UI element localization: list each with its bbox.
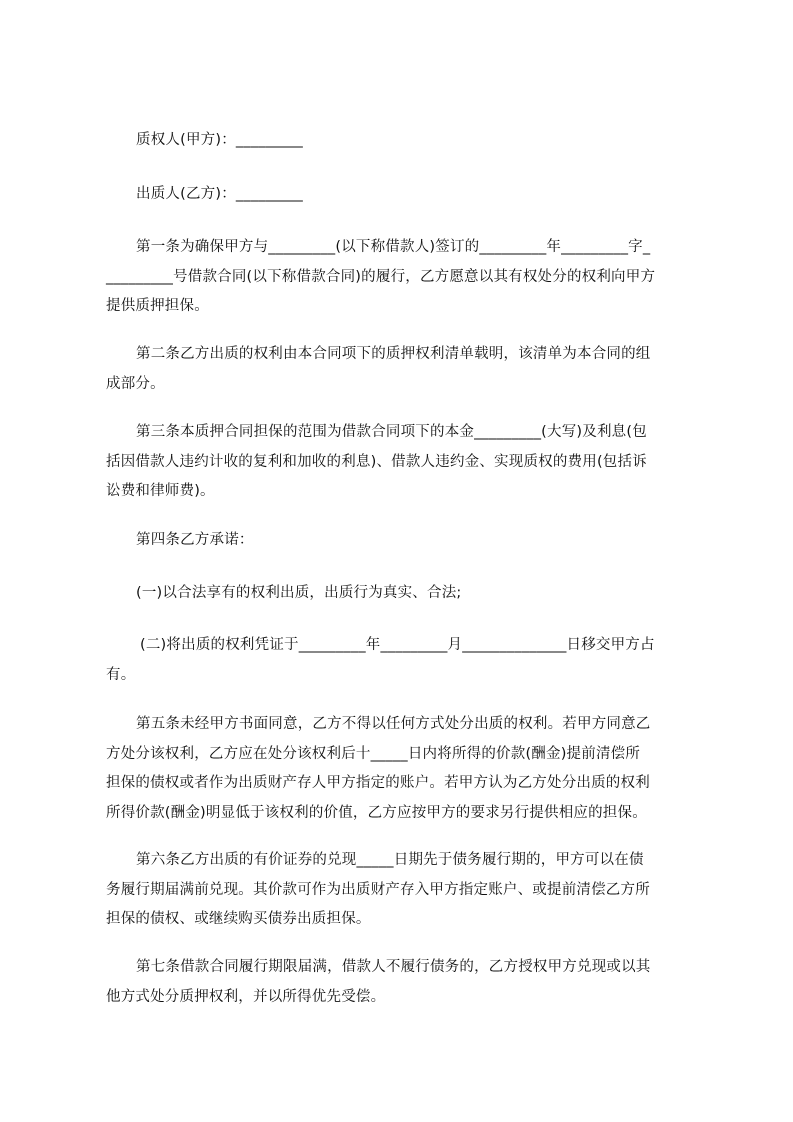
article-6-line-2: 务履行期届满前兑现。其价款可作为出质财产存入甲方指定账户、或提前清偿乙方所 [106, 881, 650, 898]
article-1 [106, 233, 702, 322]
article-2-line-2: 成部分。 [106, 375, 165, 392]
article-3-line-1: 第三条本质押合同担保的范围为借款合同项下的本金_________(大写)及利息(包 [136, 424, 647, 440]
article-2-line-1: 第二条乙方出质的权利由本合同项下的质押权利清单载明，该清单为本合同的组 [136, 346, 651, 362]
article-5-line-2: 方处分该权利，乙方应在处分该权利后十_____日内将所得的价款(酬金)提前清偿所 [106, 745, 641, 762]
article-3-line-2: 括因借款人违约计收的复利和加收的利息)、借款人违约金、实现质权的费用(包括诉 [106, 453, 647, 470]
article-7-line-2: 他方式处分质押权利，并以所得优先受偿。 [106, 988, 386, 1005]
article-4-item-1 [106, 579, 702, 609]
article-5-line-4: 所得价款(酬金)明显低于该权利的价值，乙方应按甲方的要求另行提供相应的担保。 [106, 804, 647, 821]
article-7 [106, 953, 702, 1012]
article-1-line-1: 第一条为确保甲方与_________(以下称借款人)签订的_________年_________字_ [136, 239, 651, 255]
article-4-item-2-line-1: (二)将出质的权利凭证于_________年_________月______________日移交甲方占 [140, 637, 655, 653]
article-5-line-1: 第五条未经甲方书面同意，乙方不得以任何方式处分出质的权利。若甲方同意乙 [136, 716, 651, 732]
article-4-heading-text: 第四条乙方承诺： [136, 532, 254, 548]
pledgor-line [106, 180, 702, 210]
article-3-line-3: 讼费和律师费)。 [106, 483, 215, 499]
article-4-heading [106, 526, 702, 556]
article-2 [106, 340, 702, 399]
article-4-item-2 [106, 631, 702, 690]
pledgee-line [106, 126, 702, 156]
article-3 [106, 418, 702, 507]
pledgee-text: 质权人(甲方)：_________ [136, 132, 303, 148]
article-6-line-3: 担保的债权、或继续购买债券出质担保。 [106, 911, 371, 927]
article-7-line-1: 第七条借款合同履行期限届满，借款人不履行债务的，乙方授权甲方兑现或以其 [136, 959, 651, 975]
article-4-item-1-text: (一)以合法享有的权利出质，出质行为真实、合法; [136, 585, 462, 601]
article-5-line-3: 担保的债权或者作为出质财产存人甲方指定的账户。若甲方认为乙方处分出质的权利 [106, 775, 650, 791]
article-1-line-3: 提供质押担保。 [106, 298, 209, 314]
article-6 [106, 846, 702, 935]
pledgor-text: 出质人(乙方)：_________ [136, 186, 303, 202]
article-4-item-2-line-2: 有。 [106, 666, 136, 683]
article-1-line-2: _________号借款合同(以下称借款合同)的履行，乙方愿意以其有权处分的权利向甲方 [106, 268, 656, 285]
article-6-line-1: 第六条乙方出质的有价证券的兑现_____日期先于债务履行期的，甲方可以在债 [136, 852, 644, 868]
article-5 [106, 710, 702, 828]
